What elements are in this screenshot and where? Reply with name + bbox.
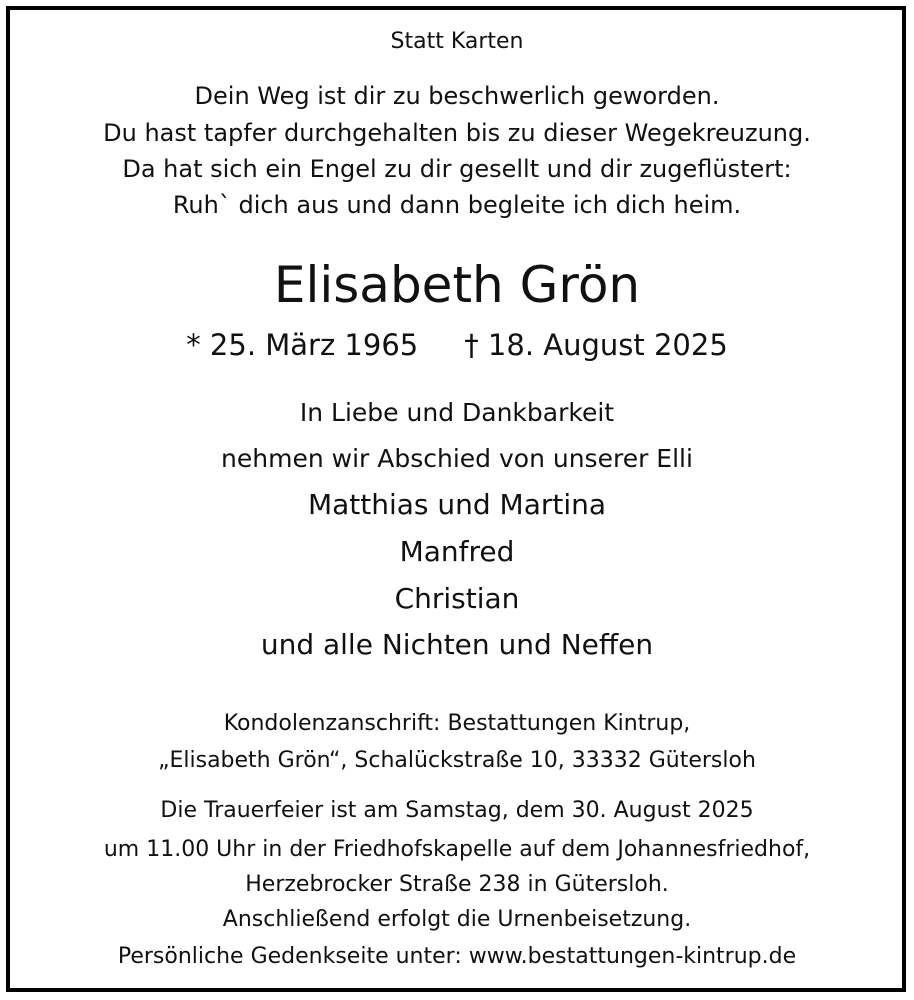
verse-line-1: Dein Weg ist dir zu beschwerlich geworden. (194, 82, 720, 110)
funeral-line-4: Anschließend erfolgt die Urnenbeisetzung. (222, 907, 692, 932)
funeral-line-2: um 11.00 Uhr in der Friedhofskapelle auf dem Johannesfriedhof, (103, 837, 811, 862)
mourner-line-1: Matthias und Martina (307, 488, 607, 521)
birth-date: * 25. März 1965 (186, 328, 419, 362)
header-text: Statt Karten (390, 29, 524, 54)
mourner-line-3: Christian (394, 582, 520, 615)
life-dates (0, 328, 914, 362)
deceased-name: Elisabeth Grön (273, 256, 641, 314)
death-date: † 18. August 2025 (464, 328, 728, 362)
verse-line-2: Du hast tapfer durchgehalten bis zu dieser Wegekreuzung. (103, 119, 811, 147)
farewell-line-1: In Liebe und Dankbarkeit (299, 398, 615, 427)
memorial-page-line: Persönliche Gedenkseite unter: www.bestattungen-kintrup.de (117, 944, 797, 969)
mourner-line-2: Manfred (399, 535, 515, 568)
funeral-line-1: Die Trauerfeier ist am Samstag, dem 30. August 2025 (160, 798, 754, 823)
verse-line-4: Ruh` dich aus und dann begleite ich dich heim. (172, 191, 742, 219)
verse-line-3: Da hat sich ein Engel zu dir gesellt und dir zugeflüstert: (122, 155, 792, 183)
funeral-line-3: Herzebrocker Straße 238 in Gütersloh. (245, 872, 669, 897)
mourner-line-4: und alle Nichten und Neffen (260, 628, 654, 661)
condolence-line-1: Kondolenzanschrift: Bestattungen Kintrup, (223, 711, 691, 736)
condolence-line-2: „Elisabeth Grön“, Schalückstraße 10, 33332 Gütersloh (158, 748, 756, 773)
farewell-line-2: nehmen wir Abschied von unserer Elli (221, 444, 693, 473)
